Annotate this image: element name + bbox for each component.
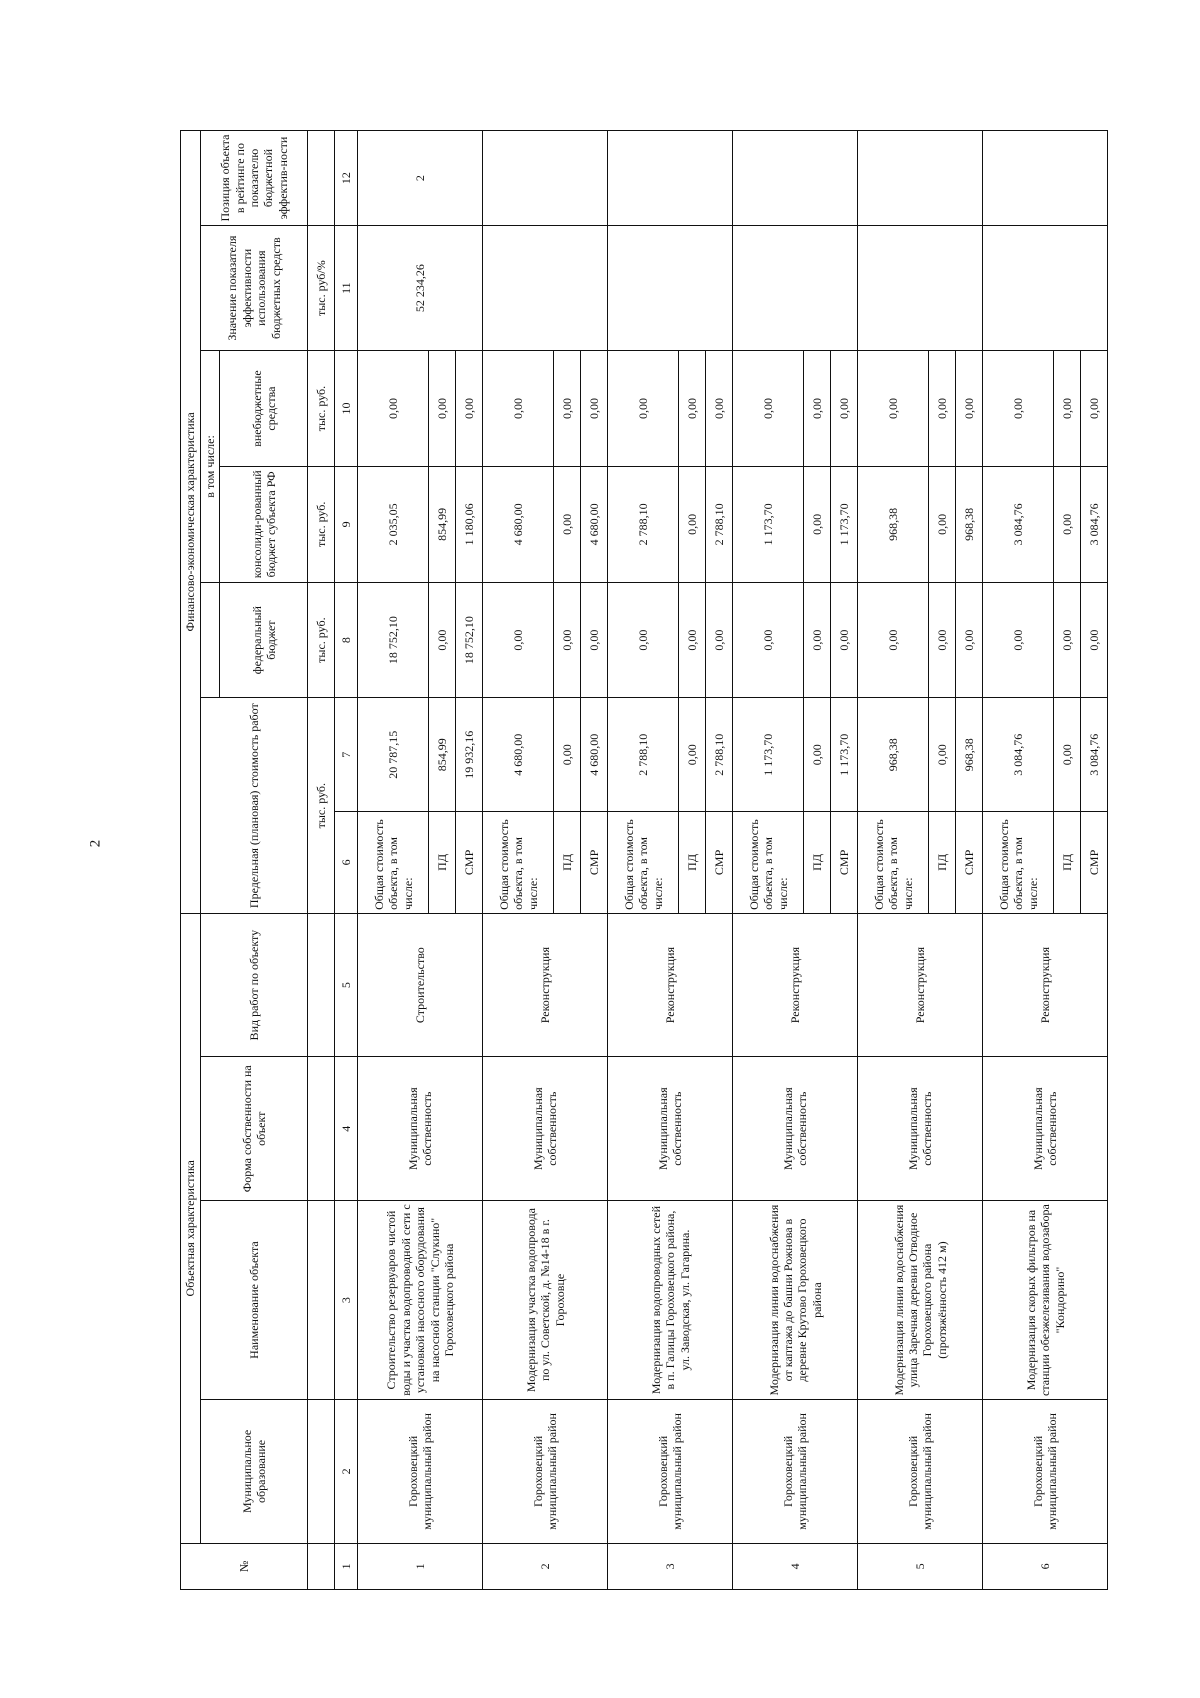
row-object-name: Модернизация скорых фильтров на станции обезжелезивания водозабора "Кондорино": [983, 1200, 1108, 1399]
cell-federal: 0,00: [804, 582, 831, 698]
cell-extrabudget: 0,00: [1081, 351, 1108, 467]
cell-consolidated: 3 084,76: [983, 466, 1054, 582]
row-municipality: Гороховецкий муниципальный район: [733, 1400, 858, 1544]
row-label-pd: ПД: [804, 811, 831, 913]
cell-federal: 0,00: [983, 582, 1054, 698]
row-label-smr: СМР: [831, 811, 858, 913]
header-cost: Предельная (плановая) стоимость работ: [201, 698, 308, 913]
table-row: [358, 131, 429, 1590]
cell-extrabudget: 0,00: [679, 351, 706, 467]
header-including: в том числе:: [201, 351, 220, 583]
row-object-name: Модернизация водопроводных сетей в п. Галицы Гороховецкого района, ул. Заводская, ул. Гагарина.: [608, 1200, 733, 1399]
col-number: 9: [335, 466, 358, 582]
row-rank: 2: [358, 131, 483, 226]
row-rank: [483, 131, 608, 226]
unit-efficiency: тыс. руб/%: [308, 226, 335, 351]
cell-cost: 854,99: [429, 698, 456, 811]
cell-cost: 0,00: [1054, 698, 1081, 811]
col-number: 6: [335, 811, 358, 913]
row-municipality: Гороховецкий муниципальный район: [858, 1400, 983, 1544]
cell-cost: 4 680,00: [483, 698, 554, 811]
cell-consolidated: 2 788,10: [706, 466, 733, 582]
cell-cost: 0,00: [554, 698, 581, 811]
cell-federal: 0,00: [1054, 582, 1081, 698]
cell-cost: 0,00: [804, 698, 831, 811]
cell-cost: 1 173,70: [831, 698, 858, 811]
row-object-name: Модернизация линии водоснабжения от каптажа до башни Рожнова в деревне Крутово Гороховецкого района: [733, 1200, 858, 1399]
row-number: 5: [858, 1543, 983, 1589]
table-row: [733, 131, 804, 1590]
col-number: 4: [335, 1057, 358, 1201]
cell-cost: 2 788,10: [608, 698, 679, 811]
cell-federal: 18 752,10: [456, 582, 483, 698]
cell-extrabudget: 0,00: [804, 351, 831, 467]
row-label-pd: ПД: [554, 811, 581, 913]
row-label-smr: СМР: [956, 811, 983, 913]
col-number: 5: [335, 913, 358, 1057]
cell-cost: 3 084,76: [1081, 698, 1108, 811]
header-municipality: Муниципальное образование: [201, 1400, 308, 1544]
col-number: 1: [335, 1543, 358, 1589]
cell-extrabudget: 0,00: [733, 351, 804, 467]
row-ownership: Муниципальная собственность: [358, 1057, 483, 1201]
col-number: 8: [335, 582, 358, 698]
cell-consolidated: 968,38: [956, 466, 983, 582]
cell-extrabudget: 0,00: [983, 351, 1054, 467]
cell-cost: 968,38: [956, 698, 983, 811]
cell-cost: 0,00: [679, 698, 706, 811]
row-ownership: Муниципальная собственность: [733, 1057, 858, 1201]
cell-extrabudget: 0,00: [929, 351, 956, 467]
header-federal: федеральный бюджет: [220, 582, 308, 698]
row-label-pd: ПД: [1054, 811, 1081, 913]
row-ownership: Муниципальная собственность: [608, 1057, 733, 1201]
row-label-smr: СМР: [456, 811, 483, 913]
row-number: 2: [483, 1543, 608, 1589]
cell-consolidated: 3 084,76: [1081, 466, 1108, 582]
row-number: 4: [733, 1543, 858, 1589]
cell-federal: 0,00: [733, 582, 804, 698]
row-ownership: Муниципальная собственность: [483, 1057, 608, 1201]
cell-federal: 0,00: [581, 582, 608, 698]
cell-consolidated: 2 788,10: [608, 466, 679, 582]
cell-federal: 0,00: [929, 582, 956, 698]
header-ownership: Форма собственности на объект: [201, 1057, 308, 1201]
cell-extrabudget: 0,00: [429, 351, 456, 467]
row-efficiency: [983, 226, 1108, 351]
row-label-pd: ПД: [679, 811, 706, 913]
col-number: 12: [335, 131, 358, 226]
cell-federal: 0,00: [429, 582, 456, 698]
cell-extrabudget: 0,00: [581, 351, 608, 467]
header-efficiency: Значение показателя эффективности использования бюджетных средств: [201, 226, 308, 351]
row-rank: [983, 131, 1108, 226]
cell-cost: 0,00: [929, 698, 956, 811]
cell-consolidated: 1 173,70: [831, 466, 858, 582]
cell-cost: 2 788,10: [706, 698, 733, 811]
row-number: 6: [983, 1543, 1108, 1589]
cell-consolidated: 968,38: [858, 466, 929, 582]
table-row: [483, 131, 554, 1590]
unit-federal: тыс. руб.: [308, 582, 335, 698]
row-municipality: Гороховецкий муниципальный район: [358, 1400, 483, 1544]
cell-consolidated: 0,00: [1054, 466, 1081, 582]
row-label-smr: СМР: [1081, 811, 1108, 913]
row-rank: [608, 131, 733, 226]
cell-federal: 0,00: [483, 582, 554, 698]
cell-federal: 0,00: [831, 582, 858, 698]
row-object-name: Строительство резервуаров чистой воды и участка водопроводной сети с установкой насосного оборудования на насосной станции "Слукино" Гороховецкого района: [358, 1200, 483, 1399]
header-extrabudget: внебюджетные средства: [220, 351, 308, 467]
row-label-pd: ПД: [429, 811, 456, 913]
cell-consolidated: 0,00: [679, 466, 706, 582]
row-label-pd: ПД: [929, 811, 956, 913]
row-efficiency: [483, 226, 608, 351]
cell-cost: 19 932,16: [456, 698, 483, 811]
cell-extrabudget: 0,00: [706, 351, 733, 467]
cell-federal: 0,00: [956, 582, 983, 698]
col-number: 10: [335, 351, 358, 467]
cell-extrabudget: 0,00: [1054, 351, 1081, 467]
cell-consolidated: 0,00: [804, 466, 831, 582]
cell-cost: 4 680,00: [581, 698, 608, 811]
cell-consolidated: 4 680,00: [483, 466, 554, 582]
col-number: 11: [335, 226, 358, 351]
rotated-page: [180, 130, 1102, 1590]
header-work-type: Вид работ по объекту: [201, 913, 308, 1057]
cell-federal: 0,00: [706, 582, 733, 698]
cell-cost: 20 787,15: [358, 698, 429, 811]
row-label-total: Общая стоимость объекта, в том числе:: [858, 811, 929, 913]
cell-consolidated: 0,00: [554, 466, 581, 582]
cell-cost: 3 084,76: [983, 698, 1054, 811]
row-ownership: Муниципальная собственность: [983, 1057, 1108, 1201]
row-label-smr: СМР: [581, 811, 608, 913]
cell-extrabudget: 0,00: [554, 351, 581, 467]
row-municipality: Гороховецкий муниципальный район: [483, 1400, 608, 1544]
header-group-financial: Финансово-экономическая характеристика: [181, 131, 201, 914]
row-work-type: Реконструкция: [983, 913, 1108, 1057]
cell-cost: 1 173,70: [733, 698, 804, 811]
header-rank: Позиция объекта в рейтинге по показателю бюджетной эффектив-ности: [201, 131, 308, 226]
row-work-type: Реконструкция: [608, 913, 733, 1057]
header-consolidated: консолиди-рованный бюджет субъекта РФ: [220, 466, 308, 582]
row-work-type: Реконструкция: [483, 913, 608, 1057]
row-rank: [858, 131, 983, 226]
cell-consolidated: 2 035,05: [358, 466, 429, 582]
col-number: 3: [335, 1200, 358, 1399]
row-efficiency: 52 234,26: [358, 226, 483, 351]
investment-table: [180, 130, 1108, 1590]
row-municipality: Гороховецкий муниципальный район: [983, 1400, 1108, 1544]
row-efficiency: [608, 226, 733, 351]
cell-consolidated: 1 180,06: [456, 466, 483, 582]
unit-cost: тыс. руб.: [308, 698, 335, 913]
unit-extrabudget: тыс. руб.: [308, 351, 335, 467]
row-number: 1: [358, 1543, 483, 1589]
row-label-total: Общая стоимость объекта, в том числе:: [358, 811, 429, 913]
page-number: 2: [87, 839, 104, 848]
cell-consolidated: 0,00: [929, 466, 956, 582]
header-object-name: Наименование объекта: [201, 1200, 308, 1399]
cell-extrabudget: 0,00: [483, 351, 554, 467]
row-work-type: Реконструкция: [733, 913, 858, 1057]
row-efficiency: [858, 226, 983, 351]
row-object-name: Модернизация участка водопровода по ул. Советской, д. №14-18 в г. Гороховце: [483, 1200, 608, 1399]
cell-federal: 0,00: [554, 582, 581, 698]
cell-consolidated: 4 680,00: [581, 466, 608, 582]
unit-consolidated: тыс. руб.: [308, 466, 335, 582]
row-work-type: Строительство: [358, 913, 483, 1057]
row-label-total: Общая стоимость объекта, в том числе:: [983, 811, 1054, 913]
cell-extrabudget: 0,00: [608, 351, 679, 467]
row-ownership: Муниципальная собственность: [858, 1057, 983, 1201]
cell-extrabudget: 0,00: [956, 351, 983, 467]
cell-federal: 0,00: [1081, 582, 1108, 698]
cell-federal: 18 752,10: [358, 582, 429, 698]
cell-extrabudget: 0,00: [456, 351, 483, 467]
table-row: [608, 131, 679, 1590]
row-label-total: Общая стоимость объекта, в том числе:: [608, 811, 679, 913]
table-row: [858, 131, 929, 1590]
cell-consolidated: 1 173,70: [733, 466, 804, 582]
row-rank: [733, 131, 858, 226]
cell-extrabudget: 0,00: [858, 351, 929, 467]
col-number: 2: [335, 1400, 358, 1544]
row-work-type: Реконструкция: [858, 913, 983, 1057]
row-efficiency: [733, 226, 858, 351]
cell-federal: 0,00: [608, 582, 679, 698]
header-no: №: [181, 1543, 308, 1589]
cell-consolidated: 854,99: [429, 466, 456, 582]
cell-extrabudget: 0,00: [831, 351, 858, 467]
cell-cost: 968,38: [858, 698, 929, 811]
col-number: 7: [335, 698, 358, 811]
row-label-total: Общая стоимость объекта, в том числе:: [733, 811, 804, 913]
header-group-object: Объектная характеристика: [181, 913, 201, 1543]
row-label-total: Общая стоимость объекта, в том числе:: [483, 811, 554, 913]
table-row: [983, 131, 1054, 1590]
cell-extrabudget: 0,00: [358, 351, 429, 467]
row-number: 3: [608, 1543, 733, 1589]
cell-federal: 0,00: [858, 582, 929, 698]
row-municipality: Гороховецкий муниципальный район: [608, 1400, 733, 1544]
row-label-smr: СМР: [706, 811, 733, 913]
cell-federal: 0,00: [679, 582, 706, 698]
row-object-name: Модернизация линии водоснабжения улица Заречная деревни Отводное Гороховецкого района (протяжённость 412 м): [858, 1200, 983, 1399]
